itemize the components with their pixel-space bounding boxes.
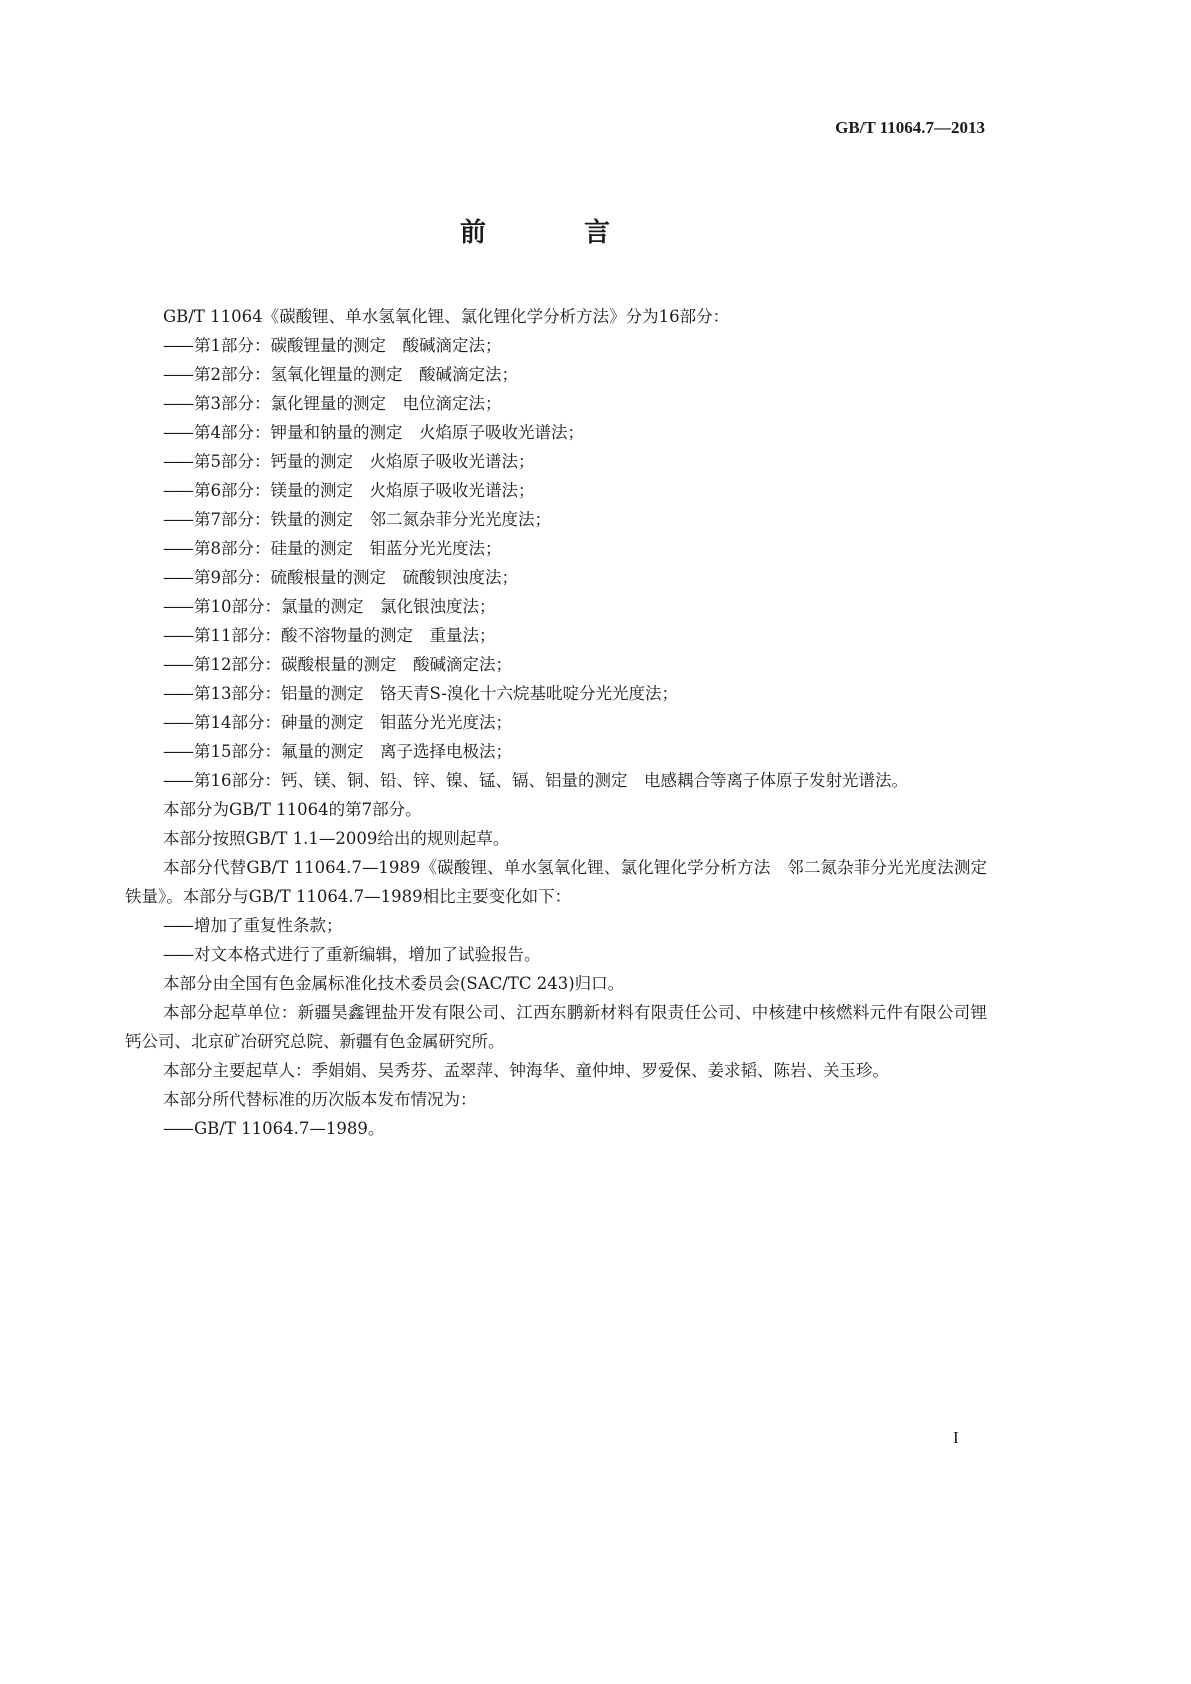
replaces-paragraph: 本部分代替GB/T 11064.7—1989《碳酸锂、单水氢氧化锂、氯化锂化学分析方法 邻二氮杂菲分光光度法测定铁量》。本部分与GB/T 11064.7—1989相比主要变化如下：: [125, 858, 987, 906]
list-item: —— 第9部分：硫酸根量的测定 硫酸钡浊度法；: [125, 563, 987, 592]
list-item: —— 第4部分：钾量和钠量的测定 火焰原子吸收光谱法；: [125, 418, 987, 447]
list-item: —— 第16部分：钙、镁、铜、铅、锌、镍、锰、镉、铝量的测定 电感耦合等离子体原子发射光谱法。: [125, 766, 987, 795]
list-item: —— 第12部分：碳酸根量的测定 酸碱滴定法；: [125, 650, 987, 679]
list-item: —— 第14部分：砷量的测定 钼蓝分光光度法；: [125, 708, 987, 737]
list-item: —— 第2部分：氢氧化锂量的测定 酸碱滴定法；: [125, 360, 987, 389]
list-item: —— 第5部分：钙量的测定 火焰原子吸收光谱法；: [125, 447, 987, 476]
drafting-units-paragraph: 本部分起草单位：新疆昊鑫锂盐开发有限公司、江西东鹏新材料有限责任公司、中核建中核燃料元件有限公司锂钙公司、北京矿冶研究总院、新疆有色金属研究所。: [125, 1003, 987, 1051]
list-item: —— 第1部分：碳酸锂量的测定 酸碱滴定法；: [125, 331, 987, 360]
list-item: —— 第10部分：氯量的测定 氯化银浊度法；: [125, 592, 987, 621]
page-title: 前 言: [459, 218, 646, 248]
history-intro-paragraph: 本部分所代替标准的历次版本发布情况为：: [163, 1090, 477, 1109]
list-item: —— 第8部分：硅量的测定 钼蓝分光光度法；: [125, 534, 987, 563]
intro-paragraph: GB/T 11064《碳酸锂、单水氢氧化锂、氯化锂化学分析方法》分为16部分：: [163, 307, 730, 326]
list-item: —— 第3部分：氯化锂量的测定 电位滴定法；: [125, 389, 987, 418]
change-item: —— 增加了重复性条款；: [125, 911, 987, 940]
drafters-paragraph: 本部分主要起草人：季娟娟、吴秀芬、孟翠萍、钟海华、童仲坤、罗爱保、姜求韬、陈岩、关玉珍。: [163, 1061, 889, 1080]
list-item: —— 第11部分：酸不溶物量的测定 重量法；: [125, 621, 987, 650]
history-item: —— GB/T 11064.7—1989。: [125, 1114, 987, 1143]
foreword-body: [125, 302, 987, 1143]
parts-list: [125, 331, 987, 795]
list-item: —— 第7部分：铁量的测定 邻二氮杂菲分光光度法；: [125, 505, 987, 534]
list-item: —— 第13部分：铝量的测定 铬天青S-溴化十六烷基吡啶分光光度法；: [125, 679, 987, 708]
change-item: —— 对文本格式进行了重新编辑，增加了试验报告。: [125, 940, 987, 969]
page-number: I: [953, 1428, 959, 1447]
drafting-rules-paragraph: 本部分按照GB/T 1.1—2009给出的规则起草。: [163, 829, 510, 848]
this-part-paragraph: 本部分为GB/T 11064的第7部分。: [163, 800, 422, 819]
list-item: —— 第6部分：镁量的测定 火焰原子吸收光谱法；: [125, 476, 987, 505]
standard-code: GB/T 11064.7—2013: [835, 118, 985, 137]
list-item: —— 第15部分：氟量的测定 离子选择电极法；: [125, 737, 987, 766]
committee-paragraph: 本部分由全国有色金属标准化技术委员会(SAC/TC 243)归口。: [163, 974, 625, 993]
